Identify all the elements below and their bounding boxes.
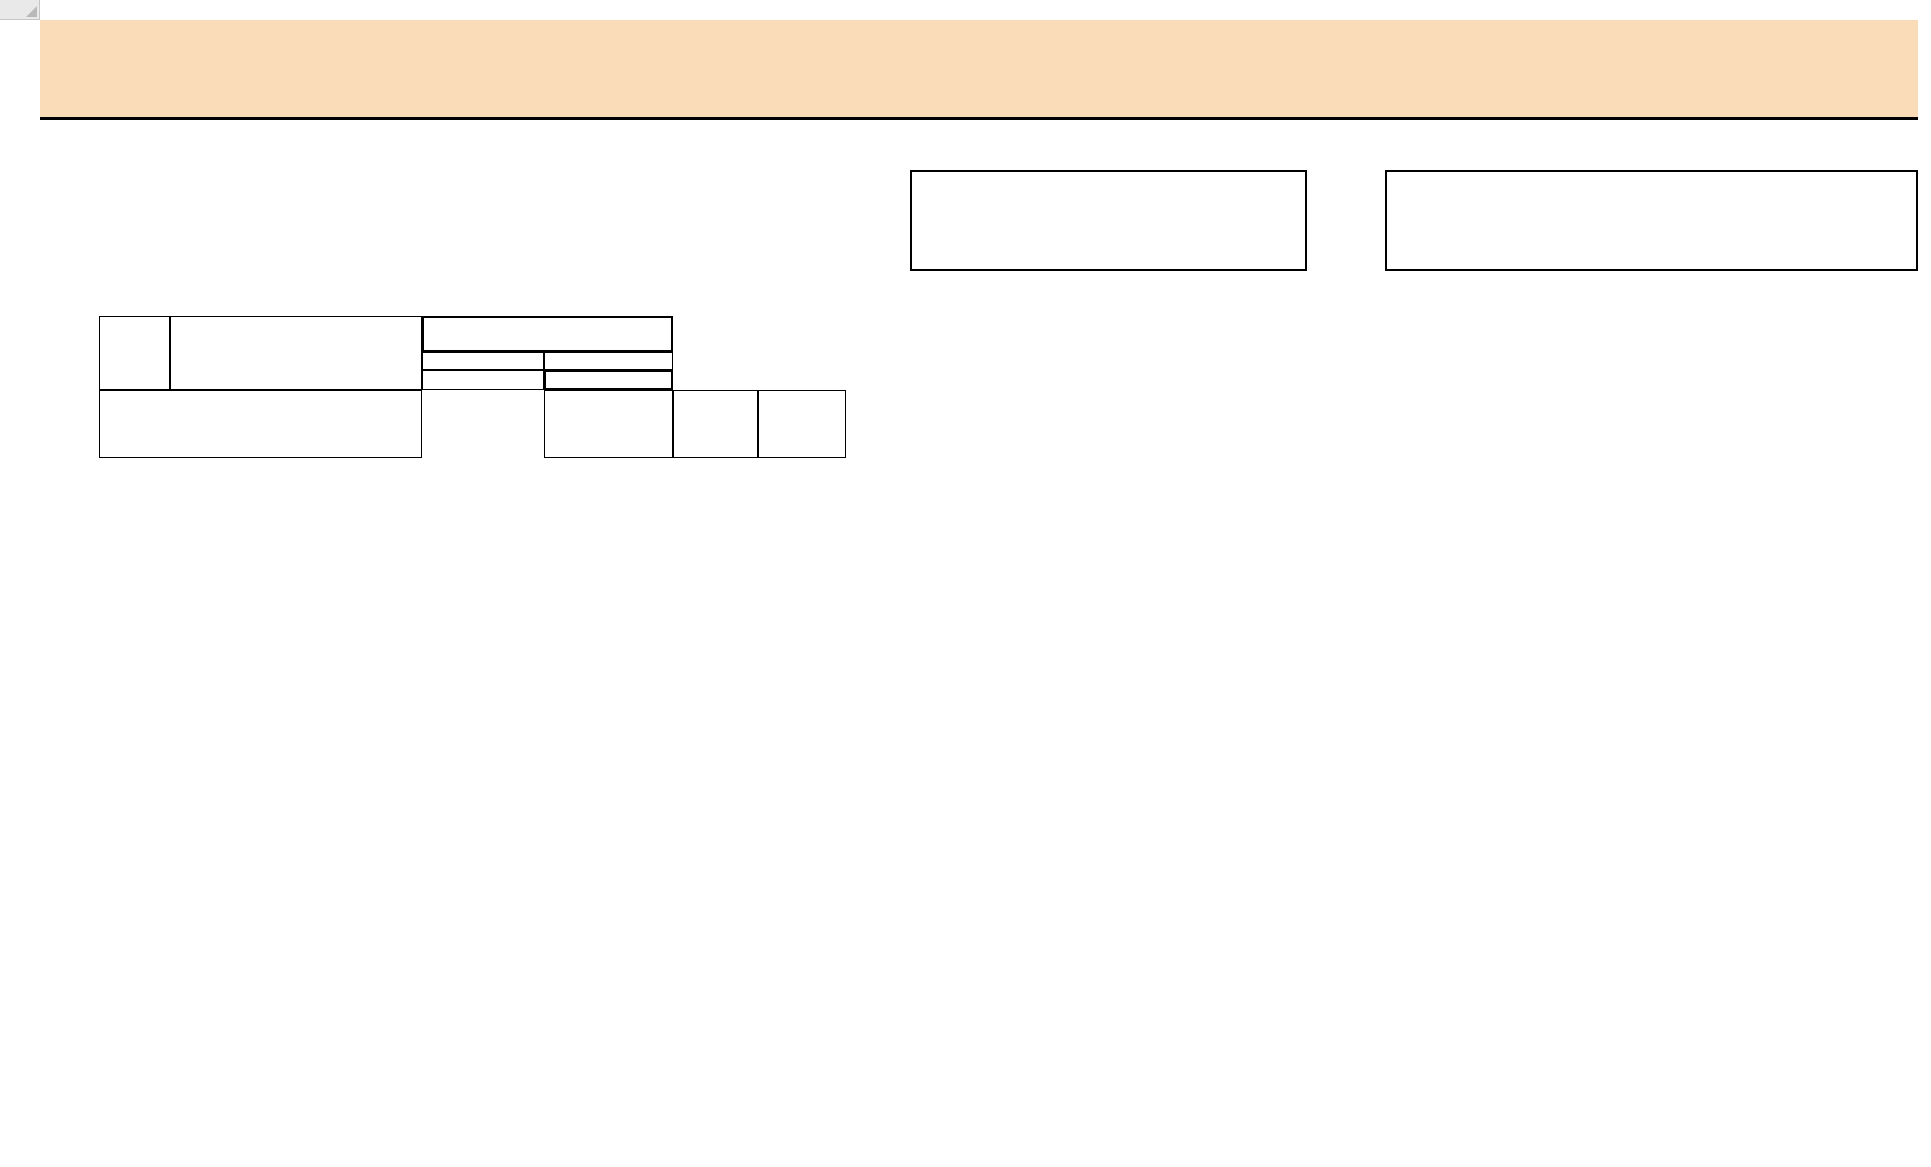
inflation-value-cell[interactable] bbox=[544, 370, 673, 390]
empty-cell[interactable] bbox=[422, 370, 544, 390]
author-value[interactable] bbox=[99, 134, 459, 151]
executor-value[interactable] bbox=[99, 151, 459, 169]
year-cell[interactable] bbox=[422, 352, 544, 370]
title-cell[interactable] bbox=[40, 20, 1918, 120]
norm-doc-link[interactable] bbox=[102, 272, 414, 294]
callout-places-box[interactable] bbox=[1385, 170, 1918, 271]
select-all-corner[interactable] bbox=[0, 0, 40, 20]
number-column-header[interactable] bbox=[99, 316, 170, 390]
inflation-label-cell[interactable] bbox=[544, 352, 673, 370]
group-header-cell[interactable] bbox=[99, 390, 422, 458]
executor-label[interactable] bbox=[40, 151, 99, 169]
unit-header-cell[interactable] bbox=[544, 390, 673, 458]
price-norm-header[interactable] bbox=[422, 316, 673, 352]
callout-objects-box[interactable] bbox=[910, 170, 1307, 271]
name-column-header[interactable] bbox=[170, 316, 422, 390]
places-header-cell[interactable] bbox=[673, 390, 758, 458]
author-label[interactable] bbox=[40, 134, 99, 151]
cost-header-cell[interactable] bbox=[758, 390, 846, 458]
norm-doc-note[interactable] bbox=[414, 272, 1931, 294]
section-title[interactable] bbox=[102, 294, 872, 316]
